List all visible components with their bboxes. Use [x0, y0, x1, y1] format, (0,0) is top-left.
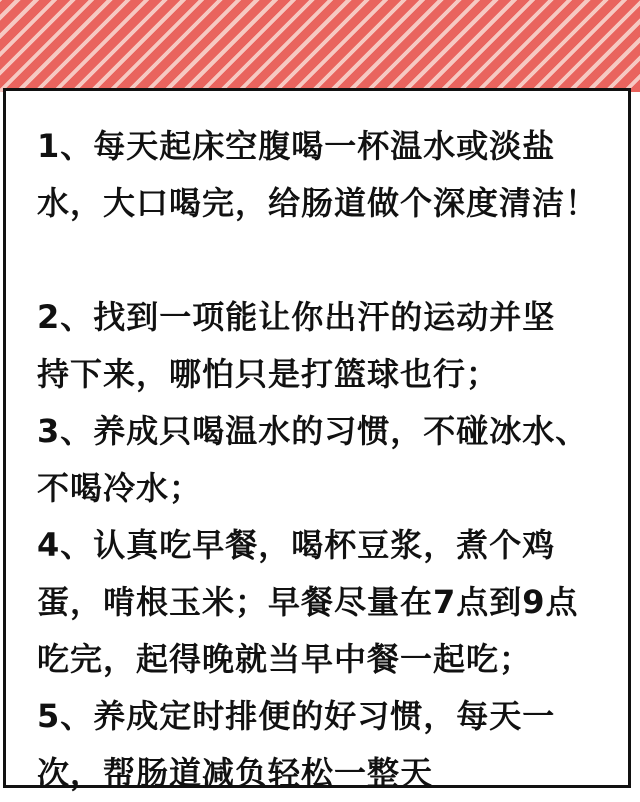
striped-header-band [0, 0, 640, 92]
tips-text [37, 118, 627, 802]
tip-line: 3、养成只喝温水的习惯，不碰冰水、 [37, 412, 589, 450]
paragraph-gap [37, 232, 627, 289]
tip-line: 水，大口喝完，给肠道做个深度清洁！ [37, 184, 599, 222]
tip-line: 持下来，哪怕只是打篮球也行； [37, 355, 500, 393]
tip-line: 1、每天起床空腹喝一杯温水或淡盐 [37, 127, 556, 165]
tip-line: 5、养成定时排便的好习惯，每天一 [37, 697, 556, 735]
tip-line: 4、认真吃早餐，喝杯豆浆，煮个鸡 [37, 526, 556, 564]
tip-line: 吃完，起得晚就当早中餐一起吃； [37, 640, 533, 678]
tip-line: 2、找到一项能让你出汗的运动并坚 [37, 298, 556, 336]
tip-line: 蛋，啃根玉米；早餐尽量在7点到9点 [37, 583, 579, 621]
tip-line: 次，帮肠道减负轻松一整天 [37, 754, 434, 792]
tip-line: 不喝冷水； [37, 469, 203, 507]
